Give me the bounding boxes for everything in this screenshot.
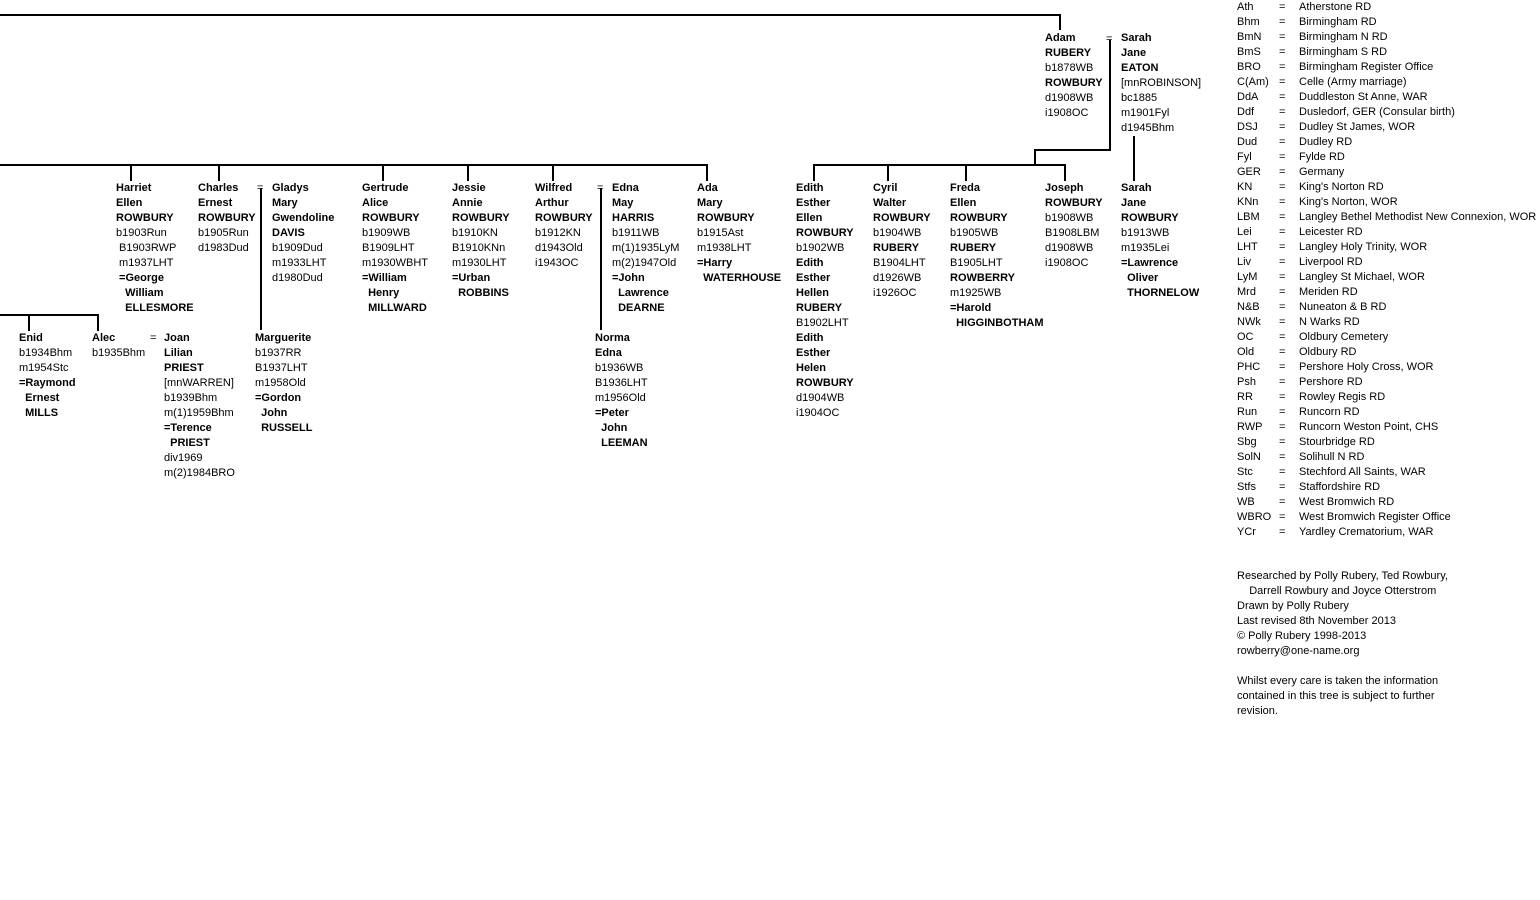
legend-meaning: Langley St Michael, WOR	[1299, 271, 1425, 283]
person-detail-line: MILLWARD	[362, 302, 427, 314]
person-detail-line: m1930WBHT	[362, 257, 429, 269]
legend-code: Lei	[1237, 226, 1252, 238]
legend-meaning: Rowley Regis RD	[1299, 391, 1386, 403]
person-marguerite	[255, 331, 312, 436]
person-detail-line: B1910KNn	[452, 242, 506, 254]
person-detail-line: =Harold	[950, 302, 992, 314]
person-detail-line: Adam	[1045, 32, 1076, 44]
person-detail-line: b1915Ast	[697, 227, 744, 239]
person-detail-line: b1905WB	[950, 227, 999, 239]
legend-meaning: Germany	[1299, 166, 1345, 178]
legend-meaning: Pershore RD	[1299, 376, 1363, 388]
legend-code: DSJ	[1237, 121, 1258, 133]
legend-equals: =	[1279, 331, 1286, 343]
person-detail-line: ROWBURY	[796, 227, 854, 239]
legend-equals: =	[1279, 151, 1286, 163]
person-detail-line: HIGGINBOTHAM	[950, 317, 1044, 329]
person-detail-line: Joan	[164, 332, 190, 344]
legend-equals: =	[1279, 61, 1286, 73]
person-detail-line: [mnWARREN]	[164, 377, 234, 389]
legend-code: C(Am)	[1237, 76, 1269, 88]
legend-equals: =	[1279, 106, 1286, 118]
person-detail-line: ROWBURY	[697, 212, 755, 224]
legend-code: Psh	[1237, 376, 1256, 388]
person-detail-line: m(2)1947Old	[612, 257, 677, 269]
person-detail-line: Alice	[362, 197, 389, 209]
person-detail-line: Mary	[697, 197, 723, 209]
credit-line: Last revised 8th November 2013	[1237, 615, 1396, 627]
person-detail-line: m(1)1959Bhm	[164, 407, 234, 419]
legend-code: Fyl	[1237, 151, 1252, 163]
person-detail-line: Marguerite	[255, 332, 312, 344]
person-detail-line: Edith	[796, 332, 824, 344]
person-detail-line: Jane	[1121, 47, 1147, 59]
person-detail-line: William	[116, 287, 164, 299]
person-detail-line: ROWBURY	[362, 212, 420, 224]
legend-meaning: Runcorn Weston Point, CHS	[1299, 421, 1439, 433]
person-detail-line: John	[255, 407, 288, 419]
legend-equals: =	[1279, 496, 1286, 508]
person-detail-line: ROWBURY	[116, 212, 174, 224]
person-detail-line: ROWBURY	[1121, 212, 1179, 224]
disclaimer-line: revision.	[1237, 705, 1278, 717]
legend-equals: =	[1279, 31, 1286, 43]
person-detail-line: b1911WB	[612, 227, 660, 239]
legend-equals: =	[1279, 361, 1286, 373]
legend-code: Liv	[1237, 256, 1252, 268]
person-detail-line: ROWBURY	[796, 377, 854, 389]
legend-equals: =	[1279, 286, 1286, 298]
person-detail-line: Lilian	[164, 347, 193, 359]
person-detail-line: DAVIS	[272, 227, 305, 239]
person-detail-line: ROWBURY	[452, 212, 510, 224]
person-detail-line: THORNELOW	[1121, 287, 1200, 299]
person-detail-line: i1926OC	[873, 287, 917, 299]
disclaimer-line: Whilst every care is taken the information	[1237, 675, 1439, 687]
person-detail-line: Joseph	[1045, 182, 1084, 194]
credit-line: Researched by Polly Rubery, Ted Rowbury,	[1237, 570, 1448, 582]
person-sarah-eaton	[1121, 31, 1201, 136]
person-gertrude	[362, 181, 428, 316]
legend-equals: =	[1279, 481, 1286, 493]
person-jessie	[452, 181, 510, 301]
person-detail-line: Esther	[796, 347, 831, 359]
person-detail-line: =Harry	[697, 257, 733, 269]
legend-meaning: Stourbridge RD	[1299, 436, 1375, 448]
legend-equals: =	[1279, 166, 1286, 178]
legend-meaning: Oldbury RD	[1299, 346, 1357, 358]
person-detail-line: =William	[362, 272, 407, 284]
person-detail-line: ROWBERRY	[950, 272, 1015, 284]
marriage-sign: =	[150, 332, 157, 344]
person-detail-line: Henry	[362, 287, 400, 299]
person-detail-line: RUBERY	[1045, 47, 1092, 59]
person-detail-line: b1909Dud	[272, 242, 323, 254]
legend-code: OC	[1237, 331, 1254, 343]
legend-meaning: Birmingham Register Office	[1299, 61, 1434, 73]
person-detail-line: Annie	[452, 197, 483, 209]
legend-code: Old	[1237, 346, 1255, 358]
person-detail-line: Charles	[198, 182, 239, 194]
person-detail-line: ROWBURY	[1045, 77, 1103, 89]
legend-code: Stc	[1237, 466, 1253, 478]
person-detail-line: Jessie	[452, 182, 486, 194]
person-detail-line: i1908OC	[1045, 257, 1089, 269]
person-detail-line: d1904WB	[796, 392, 845, 404]
person-detail-line: bc1885	[1121, 92, 1158, 104]
person-detail-line: i1904OC	[796, 407, 840, 419]
person-detail-line: B1902LHT	[796, 317, 849, 329]
person-detail-line: b1935Bhm	[92, 347, 146, 359]
legend-equals: =	[1279, 196, 1286, 208]
legend-meaning: Dudley RD	[1299, 136, 1353, 148]
person-detail-line: Freda	[950, 182, 980, 194]
legend-meaning: King's Norton RD	[1299, 181, 1384, 193]
legend-equals: =	[1279, 241, 1286, 253]
person-detail-line: m1937LHT	[116, 257, 174, 269]
credit-line: © Polly Rubery 1998-2013	[1237, 630, 1367, 642]
person-detail-line: Helen	[796, 362, 826, 374]
person-detail-line: PRIEST	[164, 437, 210, 449]
person-cyril	[873, 181, 931, 301]
person-detail-line: =Lawrence	[1121, 257, 1179, 269]
person-detail-line: Esther	[796, 272, 831, 284]
person-detail-line: d1980Dud	[272, 272, 323, 284]
person-detail-line: Mary	[272, 197, 298, 209]
person-detail-line: B1937LHT	[255, 362, 308, 374]
legend-equals: =	[1279, 256, 1286, 268]
legend-meaning: N Warks RD	[1299, 316, 1360, 328]
person-freda	[950, 181, 1044, 331]
person-detail-line: [mnROBINSON]	[1121, 77, 1202, 89]
person-detail-line: d1926WB	[873, 272, 922, 284]
legend-meaning: Yardley Crematorium, WAR	[1299, 526, 1434, 538]
person-detail-line: Lawrence	[612, 287, 669, 299]
legend-code: Run	[1237, 406, 1258, 418]
legend-code: Dud	[1237, 136, 1258, 148]
legend-code: BRO	[1237, 61, 1261, 73]
person-detail-line: Oliver	[1121, 272, 1159, 284]
person-detail-line: EATON	[1121, 62, 1159, 74]
person-detail-line: ROWBURY	[1045, 197, 1103, 209]
legend-code: Ddf	[1237, 106, 1255, 118]
marriage-sign: =	[1106, 33, 1113, 45]
legend-code: RWP	[1237, 421, 1263, 433]
legend-code: KN	[1237, 181, 1253, 193]
person-detail-line: =Urban	[452, 272, 491, 284]
legend-code: N&B	[1237, 301, 1260, 313]
person-detail-line: Ernest	[198, 197, 233, 209]
person-detail-line: Ellen	[116, 197, 143, 209]
legend-equals: =	[1279, 136, 1286, 148]
person-detail-line: m1954Stc	[19, 362, 69, 374]
person-detail-line: m(1)1935LyM	[612, 242, 680, 254]
person-detail-line: m1901Fyl	[1121, 107, 1170, 119]
legend-meaning: Oldbury Cemetery	[1299, 331, 1389, 343]
person-charles	[198, 181, 256, 256]
person-detail-line: ROBBINS	[452, 287, 509, 299]
legend-equals: =	[1279, 451, 1286, 463]
person-detail-line: d1945Bhm	[1121, 122, 1175, 134]
person-detail-line: B1903RWP	[116, 242, 177, 254]
person-edna	[612, 181, 679, 316]
legend-code: KNn	[1237, 196, 1259, 208]
person-detail-line: =Peter	[595, 407, 629, 419]
legend-code: Stfs	[1237, 481, 1256, 493]
person-detail-line: Hellen	[796, 287, 830, 299]
legend-code: BmN	[1237, 31, 1262, 43]
marriage-sign: =	[597, 182, 604, 194]
person-detail-line: Gwendoline	[272, 212, 335, 224]
person-detail-line: Ada	[697, 182, 718, 194]
person-detail-line: d1983Dud	[198, 242, 249, 254]
person-detail-line: m1933LHT	[272, 257, 327, 269]
person-sarah-rowbury	[1121, 181, 1199, 301]
person-detail-line: b1902WB	[796, 242, 845, 254]
person-gladys	[272, 181, 334, 286]
person-wilfred	[535, 181, 593, 271]
person-detail-line: PRIEST	[164, 362, 204, 374]
legend-code: LyM	[1237, 271, 1258, 283]
person-detail-line: m(2)1984BRO	[164, 467, 235, 479]
legend-equals: =	[1279, 391, 1286, 403]
legend-meaning: Leicester RD	[1299, 226, 1363, 238]
legend-equals: =	[1279, 91, 1286, 103]
tree-notes	[1237, 569, 1448, 719]
person-detail-line: Cyril	[873, 182, 898, 194]
legend-meaning: Liverpool RD	[1299, 256, 1363, 268]
legend-code: WB	[1237, 496, 1255, 508]
person-detail-line: i1943OC	[535, 257, 579, 269]
person-detail-line: Gertrude	[362, 182, 409, 194]
person-detail-line: b1878WB	[1045, 62, 1094, 74]
legend-meaning: Nuneaton & B RD	[1299, 301, 1387, 313]
person-detail-line: Sarah	[1121, 182, 1152, 194]
legend-code: LBM	[1237, 211, 1260, 223]
person-detail-line: RUBERY	[796, 302, 843, 314]
legend-code: PHC	[1237, 361, 1261, 373]
person-detail-line: ROWBURY	[873, 212, 931, 224]
legend-equals: =	[1279, 376, 1286, 388]
legend-equals: =	[1279, 526, 1286, 538]
contact-email[interactable]: rowberry@one-name.org	[1237, 645, 1360, 657]
marriage-sign: =	[257, 182, 264, 194]
person-detail-line: Ellen	[796, 212, 823, 224]
person-ada	[697, 181, 781, 286]
person-detail-line: m1935Lei	[1121, 242, 1170, 254]
legend-code: RR	[1237, 391, 1253, 403]
legend-equals: =	[1279, 121, 1286, 133]
legend-code: SolN	[1237, 451, 1261, 463]
legend-equals: =	[1279, 76, 1286, 88]
person-detail-line: div1969	[164, 452, 203, 464]
legend-meaning: Birmingham N RD	[1299, 31, 1388, 43]
legend-code: BmS	[1237, 46, 1261, 58]
legend-equals: =	[1279, 46, 1286, 58]
person-detail-line: m1958Old	[255, 377, 306, 389]
person-detail-line: DEARNE	[612, 302, 665, 314]
person-detail-line: b1910KN	[452, 227, 498, 239]
person-detail-line: B1904LHT	[873, 257, 926, 269]
legend-code: DdA	[1237, 91, 1259, 103]
person-detail-line: B1909LHT	[362, 242, 415, 254]
legend-meaning: Pershore Holy Cross, WOR	[1299, 361, 1434, 373]
person-detail-line: b1908WB	[1045, 212, 1094, 224]
person-detail-line: b1937RR	[255, 347, 302, 359]
legend-meaning: King's Norton, WOR	[1299, 196, 1398, 208]
person-detail-line: b1936WB	[595, 362, 644, 374]
legend-equals: =	[1279, 346, 1286, 358]
legend-code: Sbg	[1237, 436, 1257, 448]
legend-meaning: Atherstone RD	[1299, 1, 1372, 13]
person-harriet	[116, 181, 194, 316]
person-detail-line: Alec	[92, 332, 116, 344]
disclaimer-line: contained in this tree is subject to further	[1237, 690, 1435, 702]
legend-equals: =	[1279, 301, 1286, 313]
legend-equals: =	[1279, 406, 1286, 418]
legend-code: Ath	[1237, 1, 1254, 13]
legend-meaning: Dusledorf, GER (Consular birth)	[1299, 106, 1455, 118]
legend-code: LHT	[1237, 241, 1258, 253]
legend-meaning: Runcorn RD	[1299, 406, 1360, 418]
person-detail-line: John	[595, 422, 628, 434]
legend-equals: =	[1279, 226, 1286, 238]
person-detail-line: Norma	[595, 332, 630, 344]
person-detail-line: =John	[612, 272, 645, 284]
legend-equals: =	[1279, 211, 1286, 223]
person-alec	[92, 331, 145, 361]
person-detail-line: =George	[116, 272, 164, 284]
legend-code: NWk	[1237, 316, 1261, 328]
person-enid	[19, 331, 76, 421]
person-detail-line: RUBERY	[950, 242, 997, 254]
person-detail-line: b1904WB	[873, 227, 922, 239]
person-detail-line: Gladys	[272, 182, 309, 194]
legend-meaning: Stechford All Saints, WAR	[1299, 466, 1426, 478]
legend-meaning: Fylde RD	[1299, 151, 1345, 163]
credit-line: Drawn by Polly Rubery	[1237, 600, 1349, 612]
legend-meaning: Birmingham RD	[1299, 16, 1377, 28]
person-detail-line: RUSSELL	[255, 422, 313, 434]
person-detail-line: B1936LHT	[595, 377, 648, 389]
person-detail-line: Esther	[796, 197, 831, 209]
legend-code: GER	[1237, 166, 1261, 178]
person-detail-line: d1908WB	[1045, 242, 1094, 254]
person-detail-line: Edna	[595, 347, 622, 359]
person-detail-line: Edna	[612, 182, 639, 194]
person-detail-line: Arthur	[535, 197, 569, 209]
person-detail-line: b1905Run	[198, 227, 249, 239]
person-detail-line: m1956Old	[595, 392, 646, 404]
person-joseph	[1045, 181, 1103, 271]
person-detail-line: b1939Bhm	[164, 392, 218, 404]
legend-equals: =	[1279, 316, 1286, 328]
person-detail-line: m1938LHT	[697, 242, 752, 254]
person-adam	[1045, 31, 1103, 121]
legend-code: Mrd	[1237, 286, 1256, 298]
person-detail-line: b1934Bhm	[19, 347, 73, 359]
person-detail-line: LEEMAN	[595, 437, 648, 449]
person-detail-line: B1908LBM	[1045, 227, 1100, 239]
person-detail-line: Jane	[1121, 197, 1147, 209]
person-detail-line: =Gordon	[255, 392, 302, 404]
legend-meaning: Langley Bethel Methodist New Connexion, WOR	[1299, 211, 1537, 223]
person-detail-line: HARRIS	[612, 212, 655, 224]
person-detail-line: Edith	[796, 182, 824, 194]
person-edith	[796, 181, 854, 421]
person-detail-line: Sarah	[1121, 32, 1152, 44]
person-detail-line: =Terence	[164, 422, 212, 434]
person-detail-line: ROWBURY	[535, 212, 593, 224]
person-detail-line: Walter	[873, 197, 907, 209]
person-detail-line: ELLESMORE	[116, 302, 194, 314]
person-detail-line: b1909WB	[362, 227, 411, 239]
person-detail-line: Ernest	[19, 392, 60, 404]
person-detail-line: =Raymond	[19, 377, 76, 389]
legend-equals: =	[1279, 466, 1286, 478]
person-detail-line: Enid	[19, 332, 43, 344]
credit-line: Darrell Rowbury and Joyce Otterstrom	[1237, 585, 1437, 597]
person-detail-line: Wilfred	[535, 182, 573, 194]
person-detail-line: RUBERY	[873, 242, 920, 254]
person-detail-line: i1908OC	[1045, 107, 1089, 119]
person-detail-line: Harriet	[116, 182, 152, 194]
legend-equals: =	[1279, 16, 1286, 28]
legend-meaning: Celle (Army marriage)	[1299, 76, 1407, 88]
legend-code: Bhm	[1237, 16, 1260, 28]
legend-meaning: Langley Holy Trinity, WOR	[1299, 241, 1428, 253]
person-detail-line: MILLS	[19, 407, 59, 419]
legend-equals: =	[1279, 271, 1286, 283]
legend-code: WBRO	[1237, 511, 1272, 523]
person-detail-line: Ellen	[950, 197, 977, 209]
person-norma	[595, 331, 648, 451]
person-detail-line: d1908WB	[1045, 92, 1094, 104]
legend-meaning: Birmingham S RD	[1299, 46, 1388, 58]
legend-meaning: Meriden RD	[1299, 286, 1358, 298]
legend-equals: =	[1279, 1, 1286, 13]
legend-code: YCr	[1237, 526, 1256, 538]
legend-equals: =	[1279, 511, 1286, 523]
person-joan	[164, 331, 235, 481]
legend-equals: =	[1279, 181, 1286, 193]
person-detail-line: m1930LHT	[452, 257, 507, 269]
legend-meaning: Dudley St James, WOR	[1299, 121, 1416, 133]
legend-meaning: West Bromwich Register Office	[1299, 511, 1451, 523]
legend-equals: =	[1279, 436, 1286, 448]
person-detail-line: May	[612, 197, 634, 209]
person-detail-line: B1905LHT	[950, 257, 1003, 269]
person-detail-line: b1903Run	[116, 227, 167, 239]
legend-meaning: Solihull N RD	[1299, 451, 1365, 463]
legend-meaning: Staffordshire RD	[1299, 481, 1381, 493]
person-detail-line: WATERHOUSE	[697, 272, 782, 284]
legend-equals: =	[1279, 421, 1286, 433]
person-detail-line: ROWBURY	[198, 212, 256, 224]
person-detail-line: b1913WB	[1121, 227, 1170, 239]
legend-meaning: West Bromwich RD	[1299, 496, 1395, 508]
person-detail-line: m1925WB	[950, 287, 1002, 299]
person-detail-line: d1943Old	[535, 242, 583, 254]
legend-meaning: Duddleston St Anne, WAR	[1299, 91, 1428, 103]
person-detail-line: Edith	[796, 257, 824, 269]
person-detail-line: b1912KN	[535, 227, 581, 239]
person-detail-line: ROWBURY	[950, 212, 1008, 224]
